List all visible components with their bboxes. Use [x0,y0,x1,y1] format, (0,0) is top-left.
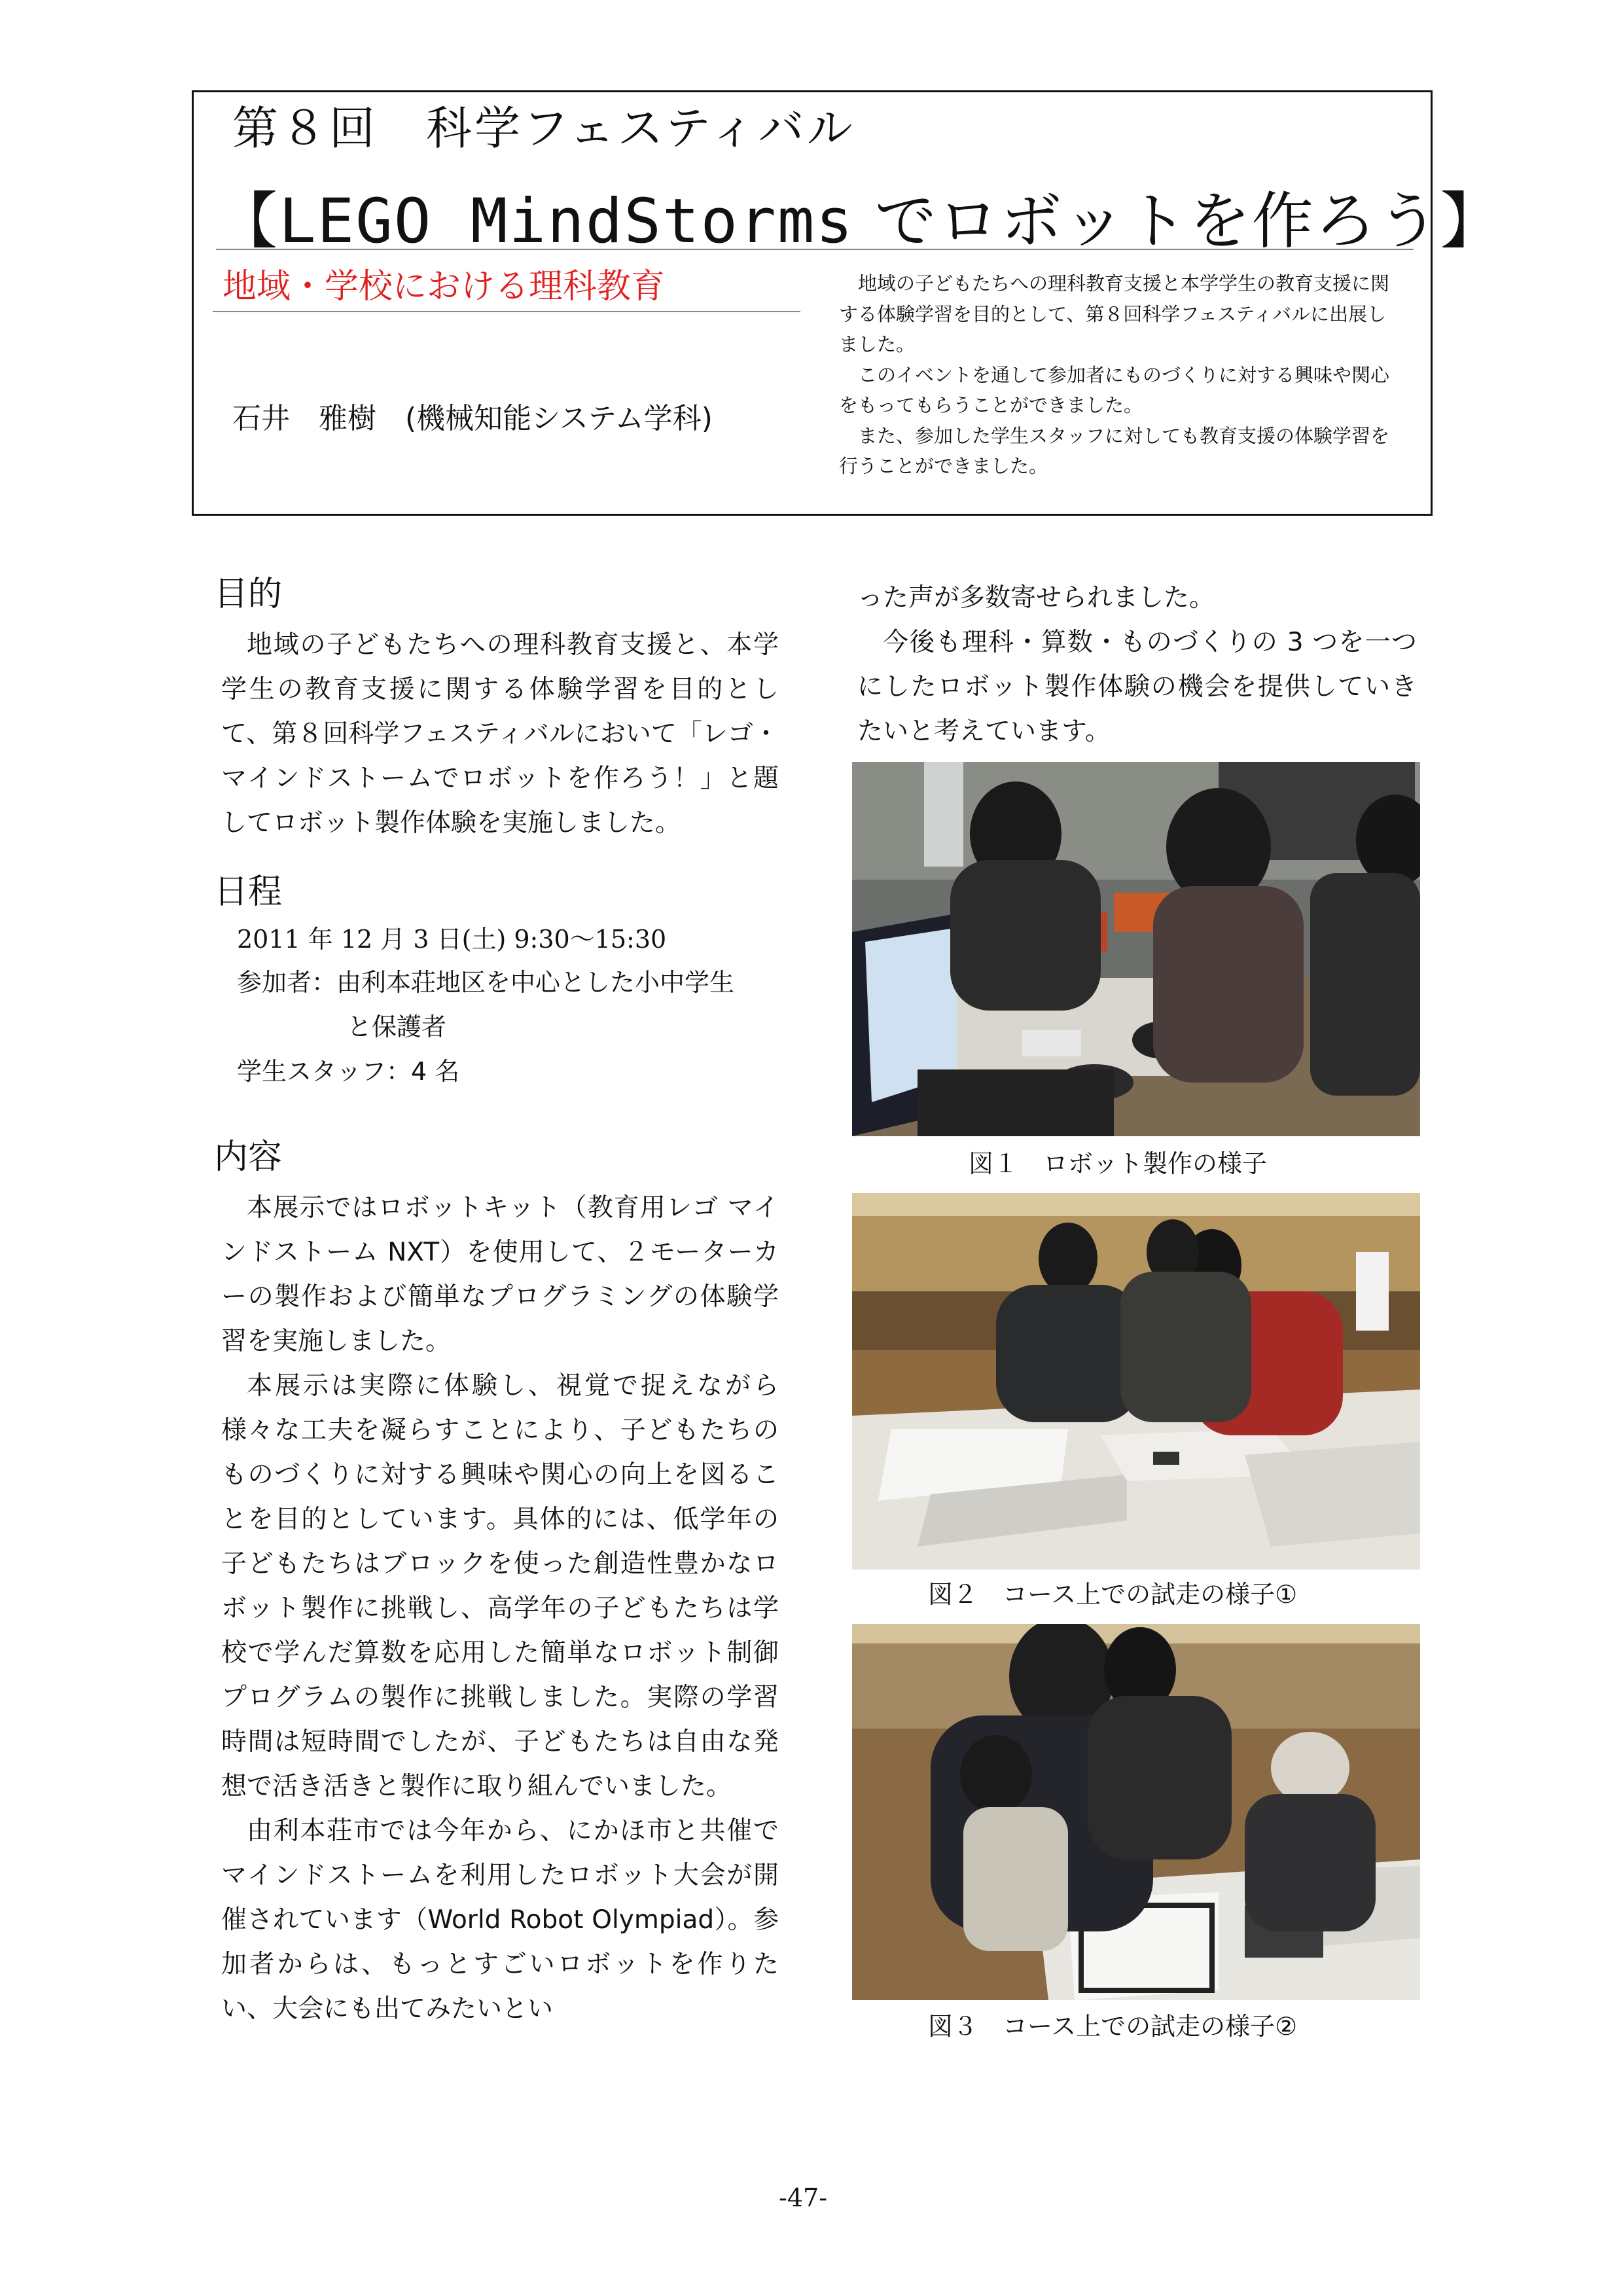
paragraph: 本展示ではロボットキット（教育用レゴ マインドストーム NXT）を使用して、２モーターカーの製作および簡単なプログラミングの体験学習を実施しました。 [221,1193,779,1356]
abstract [839,268,1395,482]
photo-course-test-run-2 [852,1624,1420,2000]
page-number: -47- [779,2183,828,2212]
right-column-text [857,576,1417,754]
figure-2-photo [852,1193,1420,1570]
figure-3-photo [852,1624,1420,2000]
figure-3-caption: 図３ コース上での試走の様子② [928,2012,1298,2041]
paragraph: 由利本荘市では今年から、にかほ市と共催でマインドストームを利用したロボット大会が開催されています（World Robot Olympiad）。参加者からは、もっとすごいロボットを作りたい、大会にも出てみたいとい [221,1816,779,2024]
section-heading-schedule: 日程 [214,872,283,912]
abstract-paragraph: 地域の子どもたちへの理科教育支援と本学学生の教育支援に関する体験学習を目的として、第８回科学フェスティバルに出展しました。 [839,272,1390,355]
abstract-paragraph: また、参加した学生スタッフに対しても教育支援の体験学習を行うことができました。 [839,424,1390,477]
section-body-content [221,1186,779,2032]
title-rest: でロボットを作ろう】 [853,186,1503,257]
topic-label: 地域・学校における理科教育 [223,267,666,306]
figure-2-caption: 図２ コース上での試走の様子① [928,1580,1298,1609]
photo-course-test-run-1 [852,1193,1420,1570]
topic-rule [213,311,800,312]
title-rule [216,249,1414,250]
schedule-participants: 参加者：由利本荘地区を中心とした小中学生 [237,968,735,997]
paragraph: 今後も理科・算数・ものづくりの 3 つを一つにしたロボット製作体験の機会を提供していきたいと考えています。 [857,628,1417,746]
paragraph: 本展示は実際に体験し、視覚で捉えながら様々な工夫を凝らすことにより、子どもたちのものづくりに対する興味や関心の向上を図ることを目的としています。具体的には、低学年の子どもたちはブロックを使った創造性豊かなロボット製作に挑戦し、高学年の子どもたちは学校で学んだ算数を応用した簡単なロボット制御プログラムの製作に挑戦しました。実際の学習時間は短時間でしたが、子どもたちは自由な発想で活き活きと製作に取り組んでいました。 [221,1371,779,1801]
title-latin: LEGO MindStorms [279,186,854,257]
article-title [216,171,1503,260]
section-body-purpose [221,623,779,846]
title-bracket-open: 【 [216,186,279,257]
event-subtitle: 第８回 科学フェスティバル [232,101,855,155]
photo-robot-building [852,762,1420,1136]
figure-1-caption: 図１ ロボット製作の様子 [969,1149,1268,1178]
schedule-participants-continued: と保護者 [347,1013,447,1041]
section-heading-purpose: 目的 [214,575,283,614]
schedule-staff: 学生スタッフ：4 名 [237,1057,460,1086]
schedule-date: 2011 年 12 月 3 日(土) 9:30～15:30 [237,925,667,954]
author-line: 石井 雅樹 (機械知能システム学科) [232,402,713,435]
section-heading-content: 内容 [214,1138,283,1177]
figure-1-photo [852,762,1420,1136]
paragraph: 地域の子どもたちへの理科教育支援と、本学学生の教育支援に関する体験学習を目的として、第８回科学フェスティバルにおいて「レゴ・マインドストームでロボットを作ろう！」と題してロボット製作体験を実施しました。 [221,630,779,838]
paragraph-continuation: った声が多数寄せられました。 [857,583,1215,613]
abstract-paragraph: このイベントを通して参加者にものづくりに対する興味や関心をもってもらうことができました。 [839,363,1390,416]
